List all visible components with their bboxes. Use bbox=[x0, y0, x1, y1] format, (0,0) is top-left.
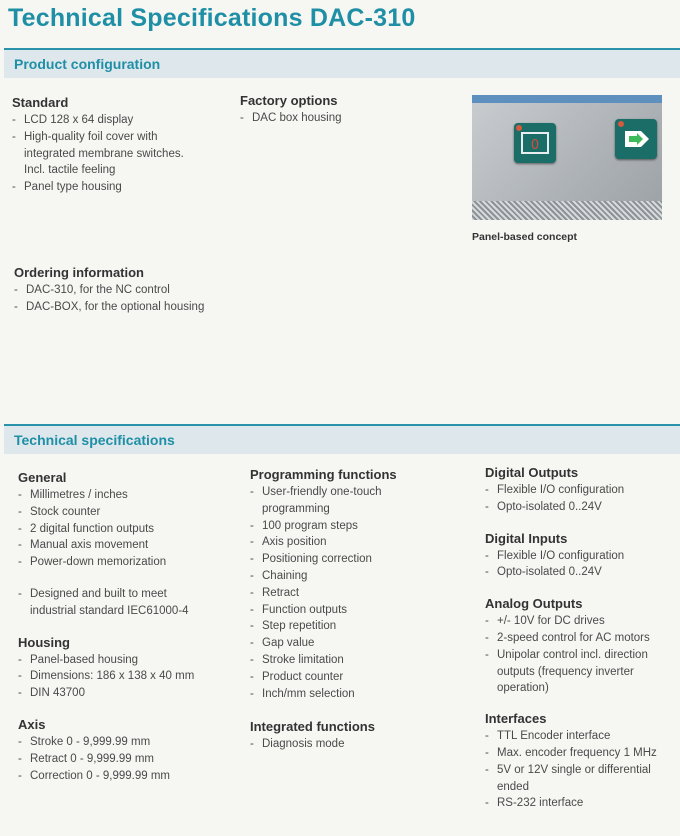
list-item: - Designed and built to meet bbox=[18, 586, 243, 603]
digital-inputs-heading: Digital Inputs bbox=[485, 530, 568, 546]
factory-options-block bbox=[240, 93, 460, 127]
list-item: - High-quality foil cover with bbox=[12, 129, 232, 146]
list-item: - DAC-BOX, for the optional housing bbox=[14, 299, 254, 316]
ordering-list bbox=[14, 282, 254, 316]
list-item: - Retract bbox=[250, 585, 475, 602]
axis-heading: Axis bbox=[18, 716, 46, 732]
programming-heading: Programming functions bbox=[250, 467, 397, 482]
integrated-list bbox=[250, 736, 475, 753]
standard-list bbox=[12, 112, 232, 196]
list-item: - Unipolar control incl. direction bbox=[485, 647, 675, 664]
panel-top-edge bbox=[472, 95, 662, 103]
programming-list bbox=[250, 484, 475, 702]
list-item: - Flexible I/O configuration bbox=[485, 482, 675, 499]
list-item: - User-friendly one-touch bbox=[250, 484, 475, 501]
list-item: industrial standard IEC61000-4 bbox=[30, 604, 189, 617]
list-item: - 2-speed control for AC motors bbox=[485, 630, 675, 647]
interfaces-list bbox=[485, 728, 675, 812]
housing-heading: Housing bbox=[18, 634, 70, 650]
list-item: - Diagnosis mode bbox=[250, 736, 475, 753]
list-item: operation) bbox=[497, 682, 549, 695]
list-item: - LCD 128 x 64 display bbox=[12, 112, 232, 129]
section-label: Product configuration bbox=[14, 56, 161, 72]
list-item: Incl. tactile feeling bbox=[24, 164, 116, 177]
general-list-2 bbox=[18, 586, 243, 620]
list-item: - Gap value bbox=[250, 635, 475, 652]
list-item: integrated membrane switches. bbox=[24, 147, 184, 160]
standard-heading: Standard bbox=[12, 95, 69, 110]
list-item: - Step repetition bbox=[250, 618, 475, 635]
list-item: programming bbox=[262, 502, 330, 515]
list-item: - Dimensions: 186 x 138 x 40 mm bbox=[18, 668, 243, 685]
list-item: - Manual axis movement bbox=[18, 537, 243, 554]
section-header-technical-specifications bbox=[4, 424, 680, 454]
list-item: - Chaining bbox=[250, 568, 475, 585]
list-item: - Flexible I/O configuration bbox=[485, 548, 675, 565]
analog-outputs-heading: Analog Outputs bbox=[485, 596, 583, 612]
standard-block bbox=[12, 95, 232, 196]
section-label: Technical specifications bbox=[14, 432, 175, 448]
spec-column-2 bbox=[250, 467, 475, 753]
list-item: - TTL Encoder interface bbox=[485, 728, 675, 745]
list-item: - Max. encoder frequency 1 MHz bbox=[485, 745, 675, 762]
panel-mesh bbox=[472, 201, 662, 220]
list-item: - RS-232 interface bbox=[485, 795, 675, 812]
indicator-led bbox=[618, 121, 624, 127]
analog-outputs-list bbox=[485, 613, 675, 697]
factory-options-list bbox=[240, 110, 460, 127]
list-item: - Correction 0 - 9,999.99 mm bbox=[18, 768, 243, 785]
page-title: Technical Specifications DAC-310 bbox=[8, 4, 416, 32]
indicator-led bbox=[516, 125, 522, 131]
photo-caption: Panel-based concept bbox=[472, 231, 578, 243]
ordering-block bbox=[14, 265, 254, 316]
ordering-heading: Ordering information bbox=[14, 265, 144, 280]
list-item: - Opto-isolated 0..24V bbox=[485, 564, 675, 581]
spec-column-1 bbox=[18, 470, 243, 784]
list-item: - DAC-310, for the NC control bbox=[14, 282, 254, 299]
general-heading: General bbox=[18, 470, 67, 485]
list-item: - Retract 0 - 9,999.99 mm bbox=[18, 751, 243, 768]
axis-list bbox=[18, 734, 243, 784]
list-item: - 5V or 12V single or differential bbox=[485, 762, 675, 779]
list-item: - DIN 43700 bbox=[18, 685, 243, 702]
list-item: - Stroke 0 - 9,999.99 mm bbox=[18, 734, 243, 751]
list-item: - Axis position bbox=[250, 534, 475, 551]
list-item: - Stroke limitation bbox=[250, 652, 475, 669]
factory-options-heading: Factory options bbox=[240, 93, 338, 108]
list-item: - Panel type housing bbox=[12, 179, 232, 196]
list-item: - Stock counter bbox=[18, 504, 243, 521]
list-item: - Opto-isolated 0..24V bbox=[485, 499, 675, 516]
list-item: - Inch/mm selection bbox=[250, 686, 475, 703]
list-item: - 2 digital function outputs bbox=[18, 521, 243, 538]
list-item: - Millimetres / inches bbox=[18, 487, 243, 504]
list-item: - Positioning correction bbox=[250, 551, 475, 568]
interfaces-heading: Interfaces bbox=[485, 711, 547, 727]
general-list bbox=[18, 487, 243, 571]
panel-photo bbox=[472, 95, 662, 220]
list-item: - 100 program steps bbox=[250, 518, 475, 535]
list-item: - Function outputs bbox=[250, 602, 475, 619]
digital-outputs-list bbox=[485, 482, 675, 516]
list-item: - Power-down memorization bbox=[18, 554, 243, 571]
housing-list bbox=[18, 652, 243, 702]
digital-inputs-list bbox=[485, 548, 675, 582]
spec-column-3 bbox=[485, 465, 675, 812]
digital-outputs-heading: Digital Outputs bbox=[485, 465, 579, 480]
list-item: ended bbox=[497, 780, 529, 793]
integrated-heading: Integrated functions bbox=[250, 719, 375, 735]
list-item: outputs (frequency inverter bbox=[497, 665, 634, 678]
list-item: - Product counter bbox=[250, 669, 475, 686]
list-item: - +/- 10V for DC drives bbox=[485, 613, 675, 630]
list-item: - DAC box housing bbox=[240, 110, 460, 127]
svg-text:0: 0 bbox=[530, 138, 540, 153]
section-header-product-configuration bbox=[4, 48, 680, 78]
list-item: - Panel-based housing bbox=[18, 652, 243, 669]
